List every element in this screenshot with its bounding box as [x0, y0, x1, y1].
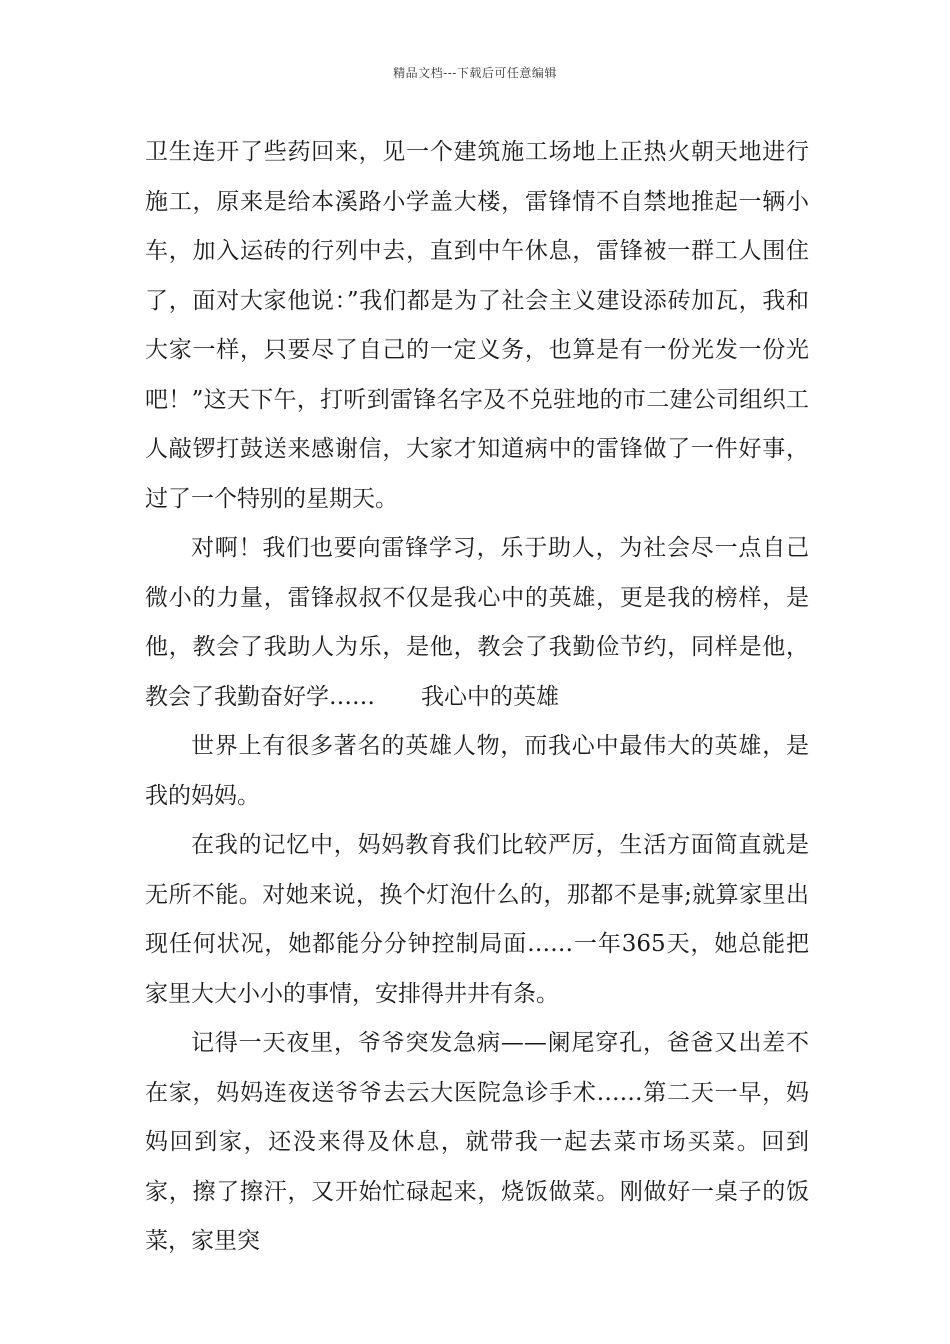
paragraph-text: 对啊！我们也要向雷锋学习，乐于助人，为社会尽一点自己微小的力量，雷锋叔叔不仅是我心中的英雄，更是我的榜样，是他，教会了我助人为乐，是他，教会了我勤俭节约，同样是他，教会了我勤奋好学……	[145, 535, 809, 710]
page-header: 精品文档---下载后可任意编辑	[393, 66, 557, 80]
paragraph-grandpa-illness: 记得一天夜里，爷爷突发急病——阑尾穿孔，爸爸又出差不在家，妈妈连夜送爷爷去云大医院急诊手术……第二天一早，妈妈回到家，还没来得及休息，就带我一起去菜市场买菜。回到家，擦了擦汗，又开始忙碌起来，烧饭做菜。刚做好一桌子的饭菜，家里突	[145, 1030, 809, 1254]
document-body	[145, 128, 809, 1267]
paragraph-learn-from-leifeng	[145, 524, 809, 722]
essay-title: 我心中的英雄	[421, 683, 559, 710]
paragraph-memory: 在我的记忆中，妈妈教育我们比较严厉，生活方面简直就是无所不能。对她来说，换个灯泡什么的，那都不是事;就算家里出现任何状况，她都能分分钟控制局面……一年365天，她总能把家里大大小小的事情，安排得井井有条。	[145, 832, 809, 1007]
paragraph-leifeng-sunday: 卫生连开了些药回来，见一个建筑施工场地上正热火朝天地进行施工，原来是给本溪路小学盖大楼，雷锋情不自禁地推起一辆小车，加入运砖的行列中去，直到中午休息，雷锋被一群工人围住了，面对大家他说：”我们都是为了社会主义建设添砖加瓦，我和大家一样，只要尽了自己的一定义务，也算是有一份光发一份光吧！”这天下午，打听到雷锋名字及不兑驻地的市二建公司组织工人敲锣打鼓送来感谢信，大家才知道病中的雷锋做了一件好事，过了一个特别的星期天。	[145, 139, 809, 512]
paragraph-mother-hero: 世界上有很多著名的英雄人物，而我心中最伟大的英雄，是我的妈妈。	[145, 733, 809, 809]
